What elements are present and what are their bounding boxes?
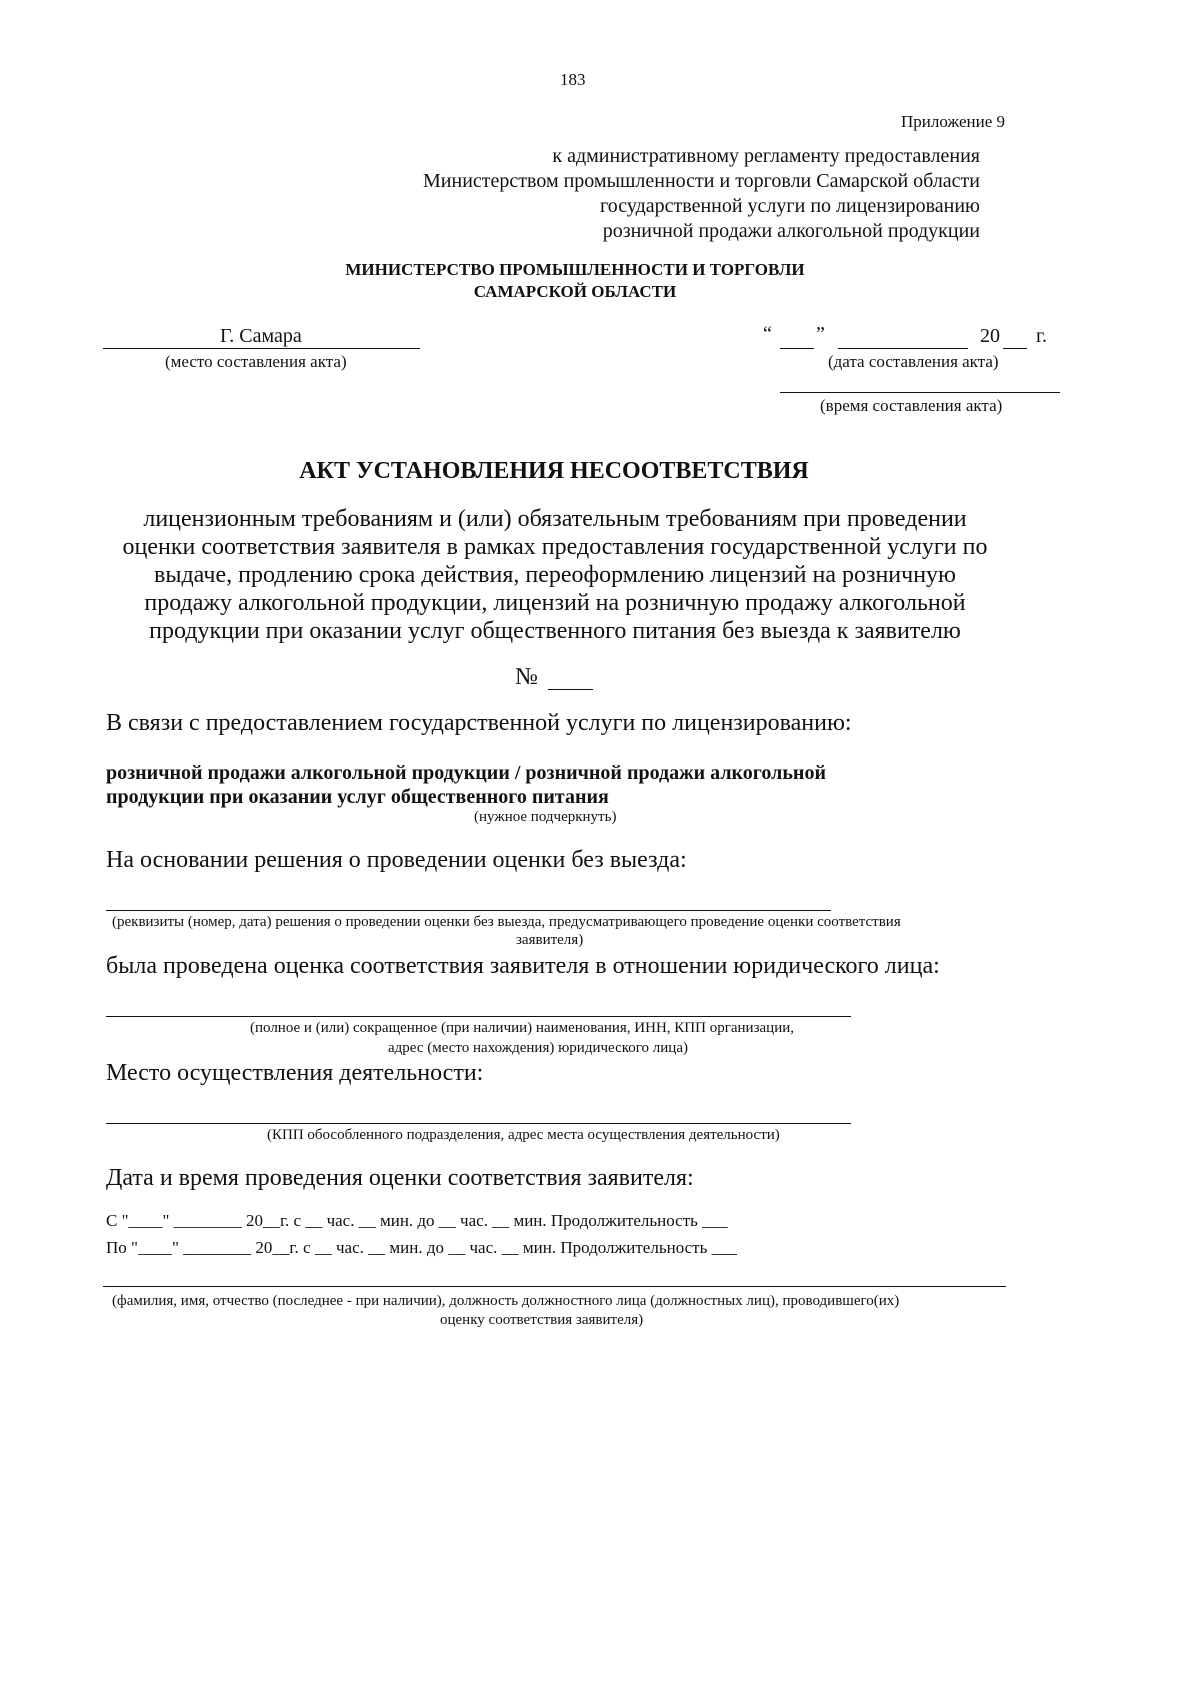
ministry-heading-line-2: САМАРСКОЙ ОБЛАСТИ	[473, 282, 677, 301]
ministry-heading-line-1: МИНИСТЕРСТВО ПРОМЫШЛЕННОСТИ И ТОРГОВЛИ	[345, 260, 805, 279]
appendix-line-4: розничной продажи алкогольной продукции	[602, 220, 980, 242]
datetime-to-line: По "____" ________ 20__г. с __ час. __ мин. до __ час. __ мин. Продолжительность ___	[106, 1238, 738, 1257]
time-underline	[780, 392, 1060, 393]
assessment-label: была проведена оценка соответствия заявителя в отношении юридического лица:	[106, 953, 940, 979]
decision-caption-line-2: заявителя)	[516, 932, 584, 948]
datetime-from-line: С "____" ________ 20__г. с __ час. __ мин. до __ час. __ мин. Продолжительность ___	[106, 1211, 728, 1230]
act-subtitle-line-4: продажу алкогольной продукции, лицензий на розничную продажу алкогольной	[144, 590, 966, 616]
official-caption-line-1: (фамилия, имя, отчество (последнее - при наличии), должность должностного лица (должностных лиц), проводившего(их)	[112, 1293, 900, 1309]
datetime-label: Дата и время проведения оценки соответствия заявителя:	[106, 1165, 694, 1191]
entity-caption-line-2: адрес (место нахождения) юридического лица)	[388, 1040, 688, 1056]
place-value: Г. Самара	[220, 325, 302, 347]
decision-label: На основании решения о проведении оценки без выезда:	[106, 847, 687, 873]
entity-caption-line-1: (полное и (или) сокращенное (при наличии) наименования, ИНН, КПП организации,	[250, 1020, 794, 1036]
decision-caption-line-1: (реквизиты (номер, дата) решения о проведении оценки без выезда, предусматривающего проведение оценки соответствия	[112, 914, 901, 930]
act-subtitle-line-3: выдаче, продлению срока действия, переоформлению лицензий на розничную	[154, 562, 956, 588]
appendix-label: Приложение 9	[901, 112, 1005, 131]
date-year-blank	[1003, 348, 1027, 349]
place-of-activity-underline	[106, 1123, 851, 1124]
date-year-prefix: 20	[980, 325, 1000, 347]
time-caption: (время составления акта)	[820, 396, 1003, 415]
intro-text: В связи с предоставлением государственной услуги по лицензированию:	[106, 710, 852, 736]
date-year-suffix: г.	[1036, 325, 1047, 347]
entity-underline	[106, 1016, 851, 1017]
act-subtitle-line-2: оценки соответствия заявителя в рамках предоставления государственной услуги по	[122, 534, 988, 560]
act-number-blank	[548, 689, 593, 690]
act-subtitle-line-1: лицензионным требованиям и (или) обязательным требованиям при проведении	[143, 506, 967, 532]
date-day-blank	[780, 348, 814, 349]
service-line-2: продукции при оказании услуг общественного питания	[106, 786, 609, 808]
act-number-label: №	[515, 664, 538, 690]
place-of-activity-caption: (КПП обособленного подразделения, адрес места осуществления деятельности)	[267, 1127, 780, 1143]
place-underline	[103, 348, 420, 349]
date-close-quote: ”	[816, 323, 825, 345]
date-month-blank	[838, 348, 968, 349]
place-of-activity-label: Место осуществления деятельности:	[106, 1060, 484, 1086]
page-number: 183	[560, 70, 586, 89]
official-underline	[103, 1286, 1006, 1287]
decision-underline	[106, 910, 831, 911]
date-open-quote: “	[763, 323, 772, 345]
appendix-line-2: Министерством промышленности и торговли Самарской области	[423, 170, 980, 192]
underline-note: (нужное подчеркнуть)	[474, 809, 617, 825]
date-caption: (дата составления акта)	[828, 352, 999, 371]
appendix-line-1: к административному регламенту предоставления	[552, 145, 980, 167]
act-subtitle-line-5: продукции при оказании услуг общественного питания без выезда к заявителю	[149, 618, 961, 644]
appendix-line-3: государственной услуги по лицензированию	[600, 195, 980, 217]
service-line-1: розничной продажи алкогольной продукции / розничной продажи алкогольной	[106, 762, 826, 784]
official-caption-line-2: оценку соответствия заявителя)	[440, 1312, 644, 1328]
act-title: АКТ УСТАНОВЛЕНИЯ НЕСООТВЕТСТВИЯ	[299, 458, 809, 484]
place-caption: (место составления акта)	[165, 352, 347, 371]
